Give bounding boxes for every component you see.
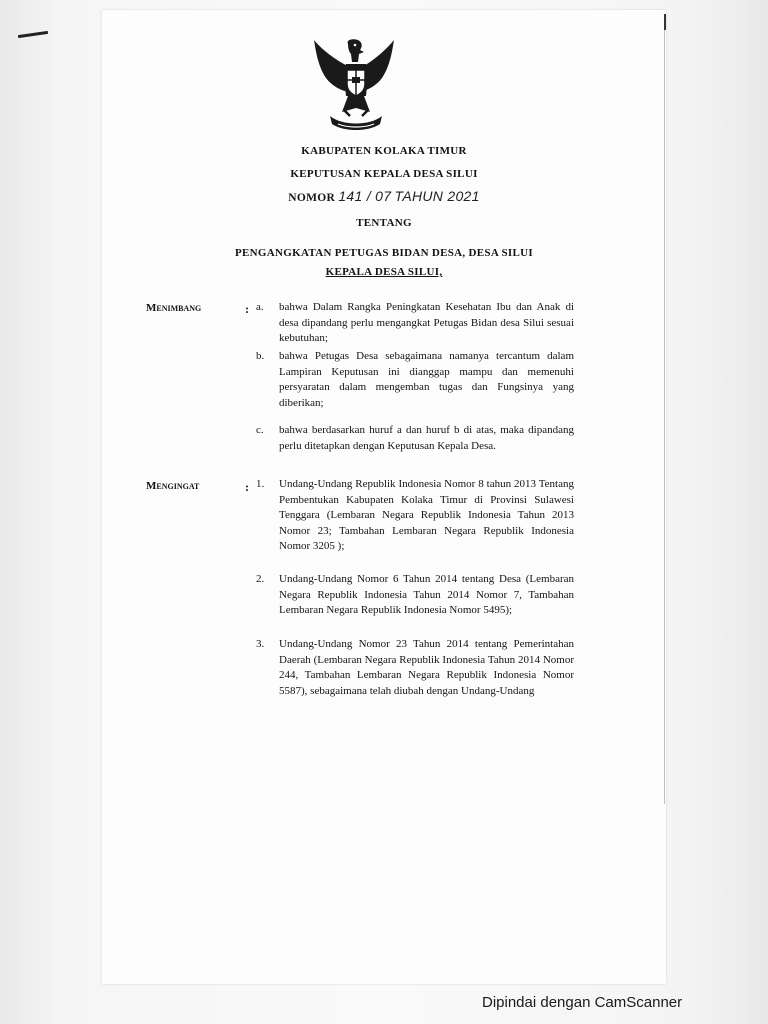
item-marker: 1. — [256, 478, 265, 490]
item-text: bahwa Dalam Rangka Peningkatan Kesehatan Ibu dan Anak di desa dipandang perlu mengangkat Petugas Bidan desa Silui sesuai kebutuhan; — [279, 301, 574, 344]
item-text: Undang-Undang Nomor 23 Tahun 2014 tentang Pemerintahan Daerah (Lembaran Negara Republik Indonesia Tahun 2014 Nomor 244, Tambahan Lembaran Negara Republik Indonesia Nomor 5587), sebagaimana telah diubah dengan Undang-Undang — [279, 638, 574, 697]
mengingat-colon: : — [245, 480, 249, 494]
item-marker: b. — [256, 350, 265, 362]
regency-heading: KABUPATEN KOLAKA TIMUR — [301, 145, 467, 157]
item-marker: 2. — [256, 573, 265, 585]
garuda-emblem-icon — [308, 36, 400, 134]
mengingat-item-2 — [256, 572, 574, 619]
issuer-heading: KEPALA DESA SILUI, — [325, 266, 443, 278]
item-text: bahwa Petugas Desa sebagaimana namanya tercantum dalam Lampiran Keputusan ini dianggap mampu dan memenuhi persyaratan dalam mengemban tugas dan Fungsinya yang diberikan; — [279, 350, 574, 409]
menimbang-colon: : — [245, 302, 249, 316]
item-text: bahwa berdasarkan huruf a dan huruf b di atas, maka dipandang perlu ditetapkan dengan Keputusan Kepala Desa. — [279, 424, 574, 452]
item-marker: c. — [256, 424, 264, 436]
menimbang-item-a — [256, 300, 574, 347]
camscanner-watermark: Dipindai dengan CamScanner — [482, 994, 683, 1011]
mengingat-item-1 — [256, 477, 574, 555]
mengingat-label: Mengingat — [146, 480, 200, 492]
about-heading: TENTANG — [356, 217, 412, 229]
menimbang-label: Menimbang — [146, 302, 202, 314]
decree-title: KEPUTUSAN KEPALA DESA SILUI — [290, 168, 478, 180]
menimbang-item-b — [256, 349, 574, 411]
year-label: TAHUN 2021 — [394, 188, 480, 204]
number-handwritten: 141 / 07 — [338, 188, 392, 204]
menimbang-item-c — [256, 423, 574, 454]
subject-heading: PENGANGKATAN PETUGAS BIDAN DESA, DESA SILUI — [235, 247, 533, 259]
item-marker: a. — [256, 301, 264, 313]
mengingat-item-3 — [256, 637, 574, 699]
item-marker: 3. — [256, 638, 265, 650]
item-text: Undang-Undang Republik Indonesia Nomor 8 tahun 2013 Tentang Pembentukan Kabupaten Kolaka Timur di Provinsi Sulawesi Tenggara (Lembaran Negara Republik Indonesia Tahun 2013 Nomor 23; Tambahan Lembaran Negara Republik Indonesia Nomor 3205 ); — [279, 478, 574, 552]
item-text: Undang-Undang Nomor 6 Tahun 2014 tentang Desa (Lembaran Negara Republik Indonesia Tahun 2014 Nomor 7, Tambahan Lembaran Negara Republik Indonesia Nomor 5495); — [279, 573, 574, 616]
number-prefix: NOMOR — [288, 192, 336, 204]
page-edge-tick — [664, 14, 666, 30]
page-edge-line — [664, 14, 665, 804]
decree-number — [102, 188, 666, 204]
